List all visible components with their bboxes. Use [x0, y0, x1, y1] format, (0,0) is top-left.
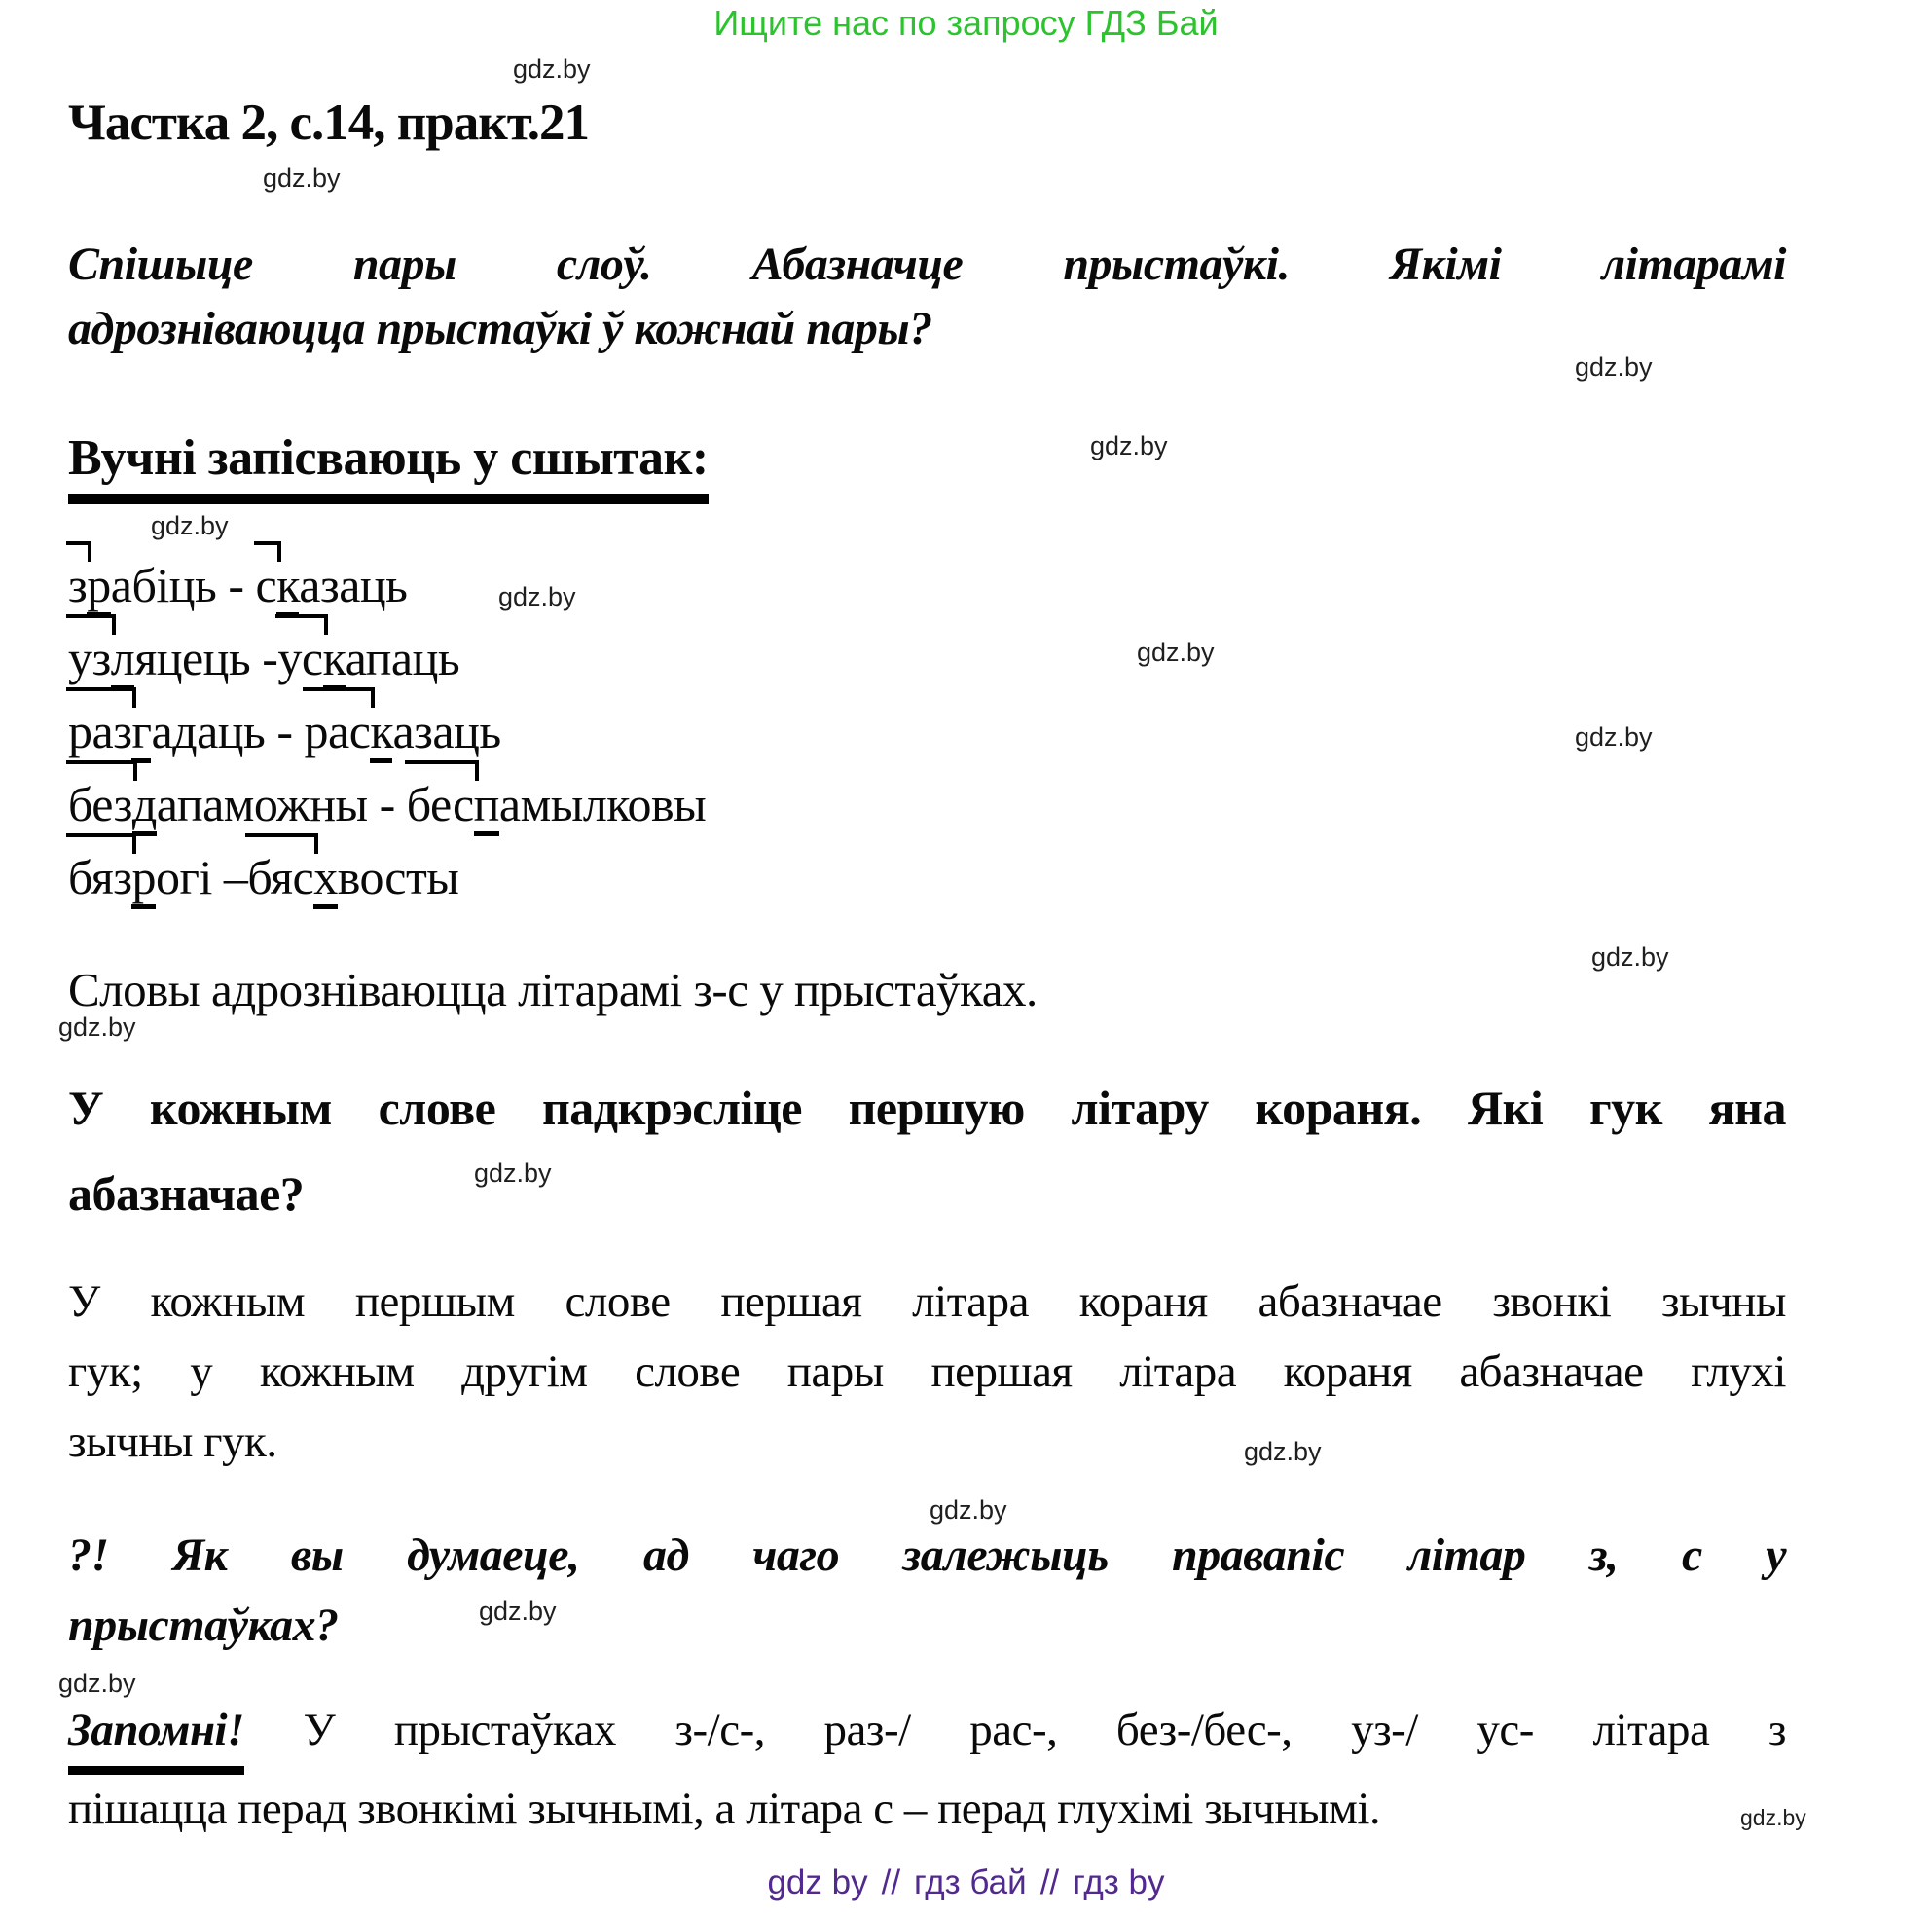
- word-rest: азаць: [392, 704, 501, 759]
- root-letter: р: [131, 850, 156, 909]
- watermark: gdz.by: [1137, 638, 1215, 667]
- word-rest: яцець: [134, 631, 251, 686]
- task-line-1: Спішыце пары слоў. Абазначце прыстаўкі. Якімі літарамі: [68, 238, 1786, 290]
- pair-separator: -: [250, 631, 278, 686]
- watermark: gdz.by: [1575, 722, 1653, 752]
- promo-banner: Ищите нас по запросу ГДЗ Бай: [713, 3, 1219, 43]
- word-rest: огі: [155, 850, 212, 905]
- prefix-mark: раз: [68, 695, 131, 768]
- word-rest: амылковы: [498, 777, 707, 832]
- word-rest: адаць: [151, 704, 266, 759]
- word-pair-5: [68, 841, 1786, 914]
- prefix-mark: с: [256, 549, 277, 622]
- watermark: gdz.by: [1591, 942, 1669, 972]
- remember-line-1: [68, 1696, 1786, 1775]
- conclusion-sentence: Словы адрозніваюцца літарамі з-с у прыстаўках.: [68, 963, 1038, 1017]
- answer-line-2: гук; у кожным другім слове пары першая літара кораня абазначае глухі: [68, 1345, 1786, 1397]
- think-question: [68, 1521, 1786, 1661]
- root-letter: к: [276, 558, 299, 617]
- watermark: gdz.by: [1575, 352, 1653, 382]
- word-rest: абіць: [110, 558, 217, 613]
- task-statement: [68, 233, 1786, 361]
- root-letter: к: [323, 631, 346, 690]
- watermark: gdz.by: [263, 164, 341, 193]
- prefix-mark: бяз: [68, 841, 131, 914]
- notebook-heading: [68, 429, 1786, 504]
- watermark: gdz.by: [58, 1012, 136, 1042]
- word-pair-3: [68, 695, 1786, 768]
- remember-rule: [68, 1696, 1786, 1843]
- watermark: gdz.by: [1244, 1437, 1322, 1466]
- prefix-mark: бяс: [247, 841, 313, 914]
- word-rest: апаможны: [156, 777, 368, 832]
- notebook-heading-text: Вучні запісваюць у сшытак:: [68, 429, 709, 504]
- remember-line-2: пішацца перад звонкімі зычнымі, а літара с – перад глухімі зычнымі.: [68, 1783, 1381, 1834]
- underline-task-heading: [68, 1065, 1786, 1236]
- word-rest: азаць: [299, 558, 408, 613]
- remember-rule-text: У прыстаўках з-/с-, раз-/ рас-, без-/бес-, уз-/ ус- літара з: [243, 1704, 1786, 1755]
- footer-link-gdz-by-2[interactable]: гдз by: [1073, 1863, 1165, 1901]
- prefix-mark: рас: [305, 695, 371, 768]
- root-letter: к: [370, 704, 392, 763]
- watermark: gdz.by: [1740, 1805, 1806, 1830]
- watermark: gdz.by: [498, 582, 576, 611]
- watermark: gdz.by: [930, 1495, 1007, 1525]
- footer-link-gdz-by[interactable]: gdz by: [767, 1863, 868, 1901]
- pair-separator: -: [216, 558, 256, 613]
- pair-separator: -: [265, 704, 305, 759]
- root-letter: д: [132, 777, 157, 836]
- root-letter: х: [313, 850, 338, 909]
- task-line-2: адрозніваюцца прыстаўкі ў кожнай пары?: [68, 303, 932, 355]
- underline-task-line-2: абазначае?: [68, 1166, 305, 1221]
- watermark: gdz.by: [479, 1597, 557, 1626]
- remember-label: Запомні!: [68, 1696, 244, 1775]
- pair-separator: -: [367, 777, 407, 832]
- page-title: Частка 2, с.14, практ.21: [68, 94, 590, 151]
- word-pairs-list: [68, 549, 1786, 914]
- watermark: gdz.by: [1090, 431, 1168, 460]
- pair-separator: –: [211, 850, 248, 905]
- word-pair-2: [68, 622, 1786, 695]
- word-rest: апаць: [345, 631, 460, 686]
- word-pair-1: [68, 549, 1786, 622]
- watermark: gdz.by: [58, 1669, 136, 1698]
- watermark: gdz.by: [151, 511, 229, 540]
- watermark: gdz.by: [474, 1159, 552, 1188]
- footer-link-gdz-bai[interactable]: гдз бай: [914, 1863, 1027, 1901]
- root-letter: л: [111, 631, 134, 690]
- prefix-mark: без: [68, 768, 132, 841]
- answer-line-3: зычны гук.: [68, 1416, 277, 1467]
- root-letter: п: [474, 777, 499, 836]
- answer-line-1: У кожным першым слове першая літара кораня абазначае звонкі зычны: [68, 1276, 1786, 1327]
- think-question-line-1: ?! Як вы думаеце, ад чаго залежыць правапіс літар з, с у: [68, 1528, 1786, 1581]
- answer-paragraph: [68, 1268, 1786, 1478]
- prefix-mark: ус: [277, 622, 322, 695]
- think-question-line-2: прыстаўках?: [68, 1599, 339, 1651]
- footer-separator: //: [881, 1863, 901, 1901]
- root-letter: г: [131, 704, 151, 763]
- watermark: gdz.by: [513, 55, 591, 84]
- root-letter: р: [87, 558, 111, 617]
- prefix-mark: уз: [68, 622, 111, 695]
- prefix-mark: з: [68, 549, 87, 622]
- word-rest: восты: [337, 850, 459, 905]
- underline-task-line-1: У кожным слове падкрэсліце першую літару кораня. Які гук яна: [68, 1081, 1786, 1135]
- footer-links: [0, 1863, 1932, 1902]
- word-pair-4: [68, 768, 1786, 841]
- prefix-mark: бес: [407, 768, 474, 841]
- footer-separator: //: [1039, 1863, 1060, 1901]
